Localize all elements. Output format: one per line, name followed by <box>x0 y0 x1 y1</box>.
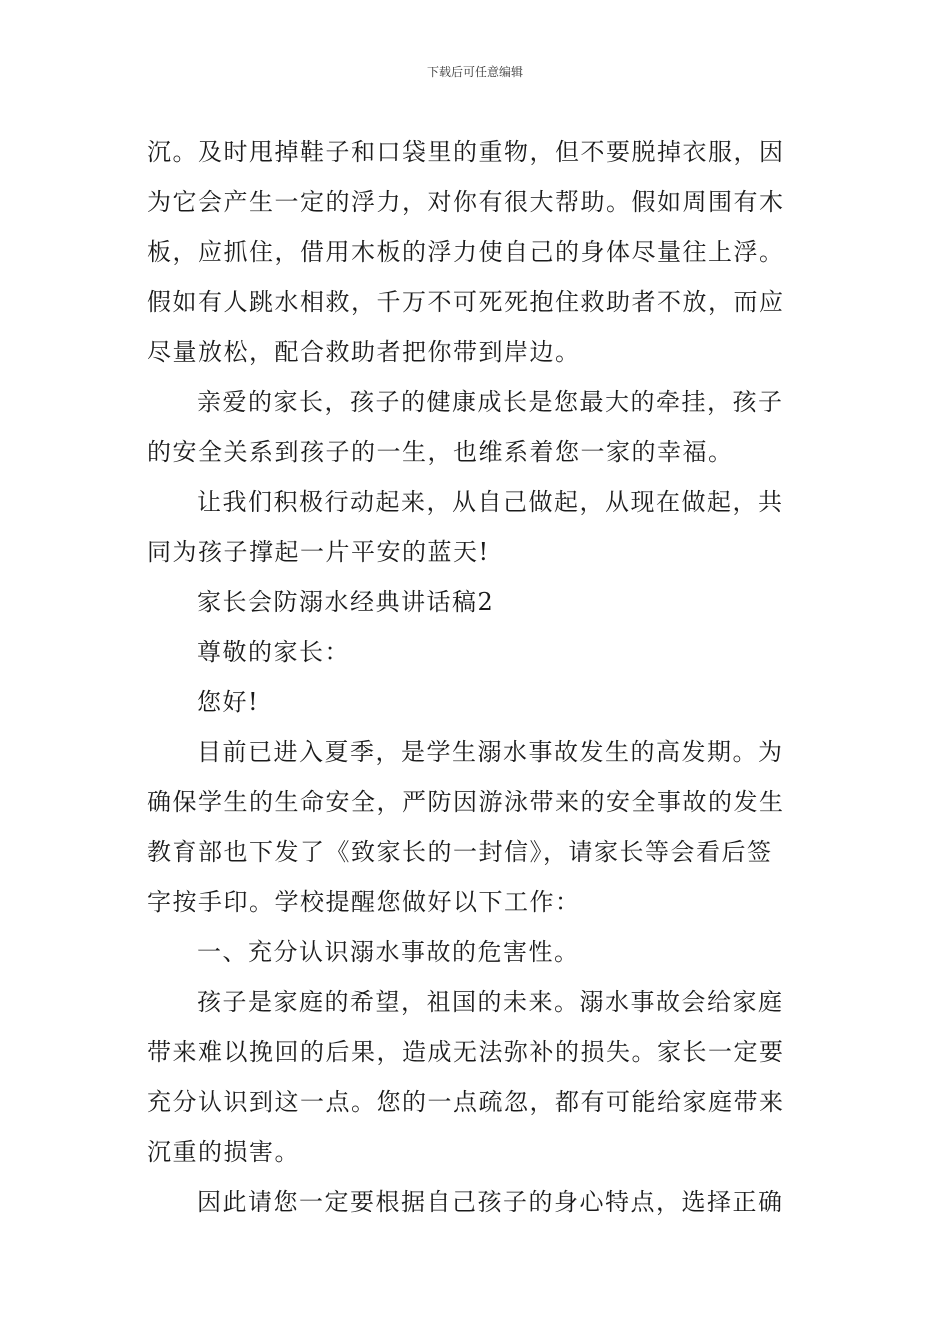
text-line: 因此请您一定要根据自己孩子的身心特点，选择正确 <box>197 1188 784 1216</box>
text-line: 尽量放松，配合救助者把你带到岸边。 <box>147 338 581 366</box>
text-line: 字按手印。学校提醒您做好以下工作： <box>147 888 581 916</box>
text-line: 尊敬的家长： <box>197 638 350 666</box>
text-line: 让我们积极行动起来，从自己做起，从现在做起，共 <box>197 488 784 516</box>
text-line: 确保学生的生命安全，严防因游泳带来的安全事故的发生 <box>147 788 785 816</box>
text-line: 目前已进入夏季，是学生溺水事故发生的高发期。为 <box>197 738 784 766</box>
text-line: 为它会产生一定的浮力，对你有很大帮助。假如周围有木 <box>147 188 785 216</box>
text-line: 家长会防溺水经典讲话稿2 <box>197 588 495 616</box>
text-line: 一、充分认识溺水事故的危害性。 <box>197 938 580 966</box>
page-header-note: 下载后可任意编辑 <box>426 65 523 79</box>
text-line: 的安全关系到孩子的一生，也维系着您一家的幸福。 <box>147 438 734 466</box>
text-line: 沉重的损害。 <box>147 1138 300 1166</box>
text-line: 沉。及时甩掉鞋子和口袋里的重物，但不要脱掉衣服，因 <box>147 138 785 166</box>
text-line: 带来难以挽回的后果，造成无法弥补的损失。家长一定要 <box>147 1038 785 1066</box>
text-line: 您好! <box>197 688 260 716</box>
text-line: 孩子是家庭的希望，祖国的未来。溺水事故会给家庭 <box>197 988 784 1016</box>
text-line: 假如有人跳水相救，千万不可死死抱住救助者不放，而应 <box>147 288 785 316</box>
text-line: 亲爱的家长，孩子的健康成长是您最大的牵挂，孩子 <box>197 388 784 416</box>
document-body <box>147 127 811 1227</box>
text-line: 教育部也下发了《致家长的一封信》，请家长等会看后签 <box>147 838 773 866</box>
text-line: 充分认识到这一点。您的一点疏忽，都有可能给家庭带来 <box>147 1088 785 1116</box>
text-line: 同为孩子撑起一片平安的蓝天! <box>147 538 490 566</box>
text-line: 板，应抓住，借用木板的浮力使自己的身体尽量往上浮。 <box>147 238 785 266</box>
